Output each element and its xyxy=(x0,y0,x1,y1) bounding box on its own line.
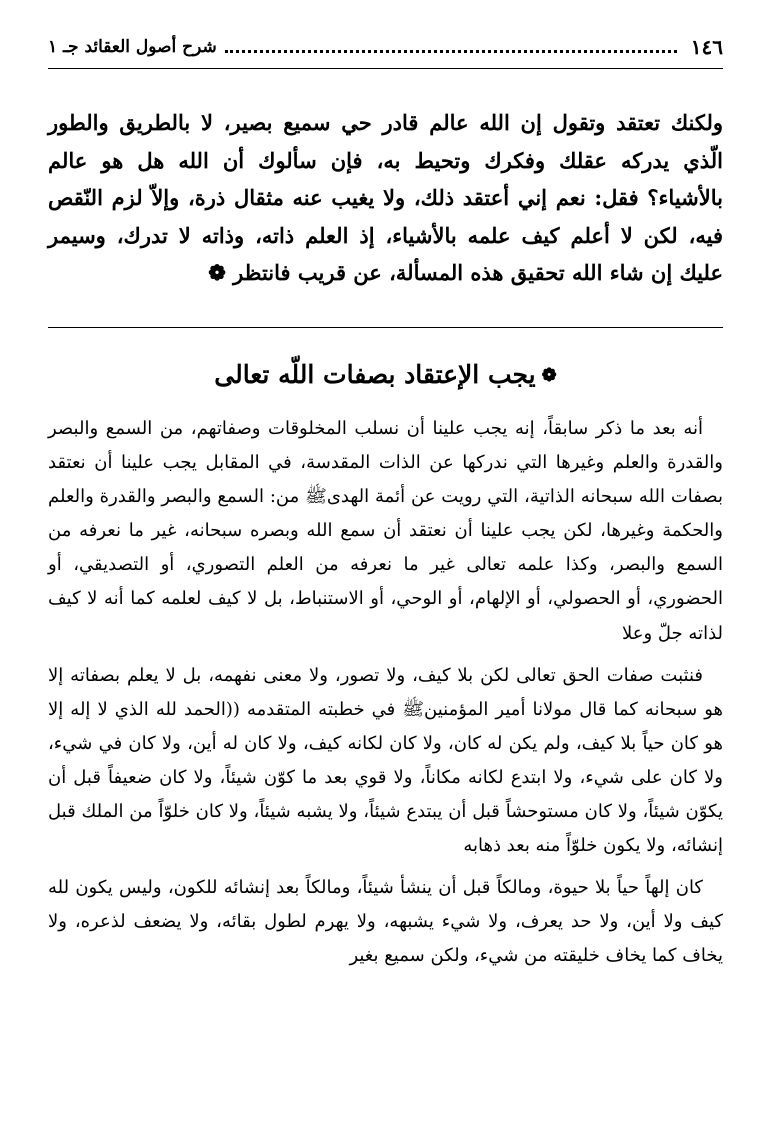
heading-ornament-icon: ❁ xyxy=(541,365,557,386)
body-paragraph-1: أنه بعد ما ذكر سابقاً، إنه يجب علينا أن نسلب المخلوقات وصفاتهم، من السمع والبصر والقدرة والعلم وغيرها التي ندركها عن الذات المقدسة، في المقابل يجب علينا أن نعتقد بصفات الله سبحانه الذاتية، التي رويت عن أئمة الهدىﷺ من: السمع والبصر والقدرة والعلم والحكمة وغيرها، لكن يجب علينا أن نعتقد أن سمع الله وبصره سبحانه، غير ما نعرفه من السمع والبصر، وكذا علمه تعالى غير ما نعرفه من العلم التصوري، أو التصديقي، أو الحضوري، أو الحصولي، أو الإلهام، أو الوحي، أو الاستنباط، بل لا كيف لعلمه كما أنه لا كيف لذاته جلّ وعلا xyxy=(48,418,723,644)
intro-paragraph xyxy=(48,104,723,292)
header-dot-leader xyxy=(225,50,677,53)
end-ornament-icon: ❁ xyxy=(208,260,226,286)
intro-block xyxy=(48,104,723,292)
page-number: ١٤٦ xyxy=(690,35,723,59)
body-paragraph-2: فنثبت صفات الحق تعالى لكن بلا كيف، ولا تصور، ولا معنى نفهمه، بل لا يعلم بصفاته إلا هو سبحانه كما قال مولانا أمير المؤمنينﷺ في خطبته المتقدمه ((الحمد لله الذي لا إله إلا هو كان حياً بلا كيف، ولم يكن له كان، ولا كان لكانه كيف، ولا كان له أين، ولا كان في شيء، ولا كان على شيء، ولا ابتدع لكانه مكاناً، ولا قوي بعد ما كوّن شيئاً، ولا كان ضعيفاً قبل أن يكوّن شيئاً، ولا كان مستوحشاً قبل أن يبتدع شيئاً، ولا يشبه شيئاً، ولا كان خلوّاً من الملك قبل إنشائه، ولا يكون خلوّاً منه بعد ذهابه xyxy=(48,664,723,857)
section-divider xyxy=(48,327,723,328)
running-title: شرح أصول العقائد جـ ١ xyxy=(48,37,217,57)
body-paragraph-3: كان إلهاً حياً بلا حيوة، ومالكاً قبل أن ينشأ شيئاً، ومالكاً بعد إنشائه للكون، وليس يكون لله كيف ولا أين، ولا حد يعرف، ولا شيء يشبهه، ولا يهرم لطول بقائه، ولا يضعف لذعره، ولا يخاف كما يخاف خليقته من شيء، ولكن سميع بغير xyxy=(48,877,723,967)
heading-text: يجب الإعتقاد بصفات اللّه تعالى xyxy=(214,360,536,389)
body-text xyxy=(48,412,723,974)
page-header xyxy=(48,30,723,64)
intro-text: ولكنك تعتقد وتقول إن الله عالم قادر حي سميع بصير، لا بالطريق والطور الّذي يدركه عقلك وفكرك وتحيط به، فإن سألوك أن الله هل هو عالم بالأشياء؟ فقل: نعم إني أعتقد ذلك، ولا يغيب عنه مثقال ذرة، وإلاّ لزم النّقص فيه، لكن لا أعلم كيف علمه بالأشياء، إذ العلم ذاته، وذاته لا تدرك، وسيمر عليك إن شاء الله تحقيق هذه المسألة، عن قريب فانتظر xyxy=(48,110,723,286)
header-rule xyxy=(48,68,723,69)
section-heading xyxy=(48,360,723,389)
